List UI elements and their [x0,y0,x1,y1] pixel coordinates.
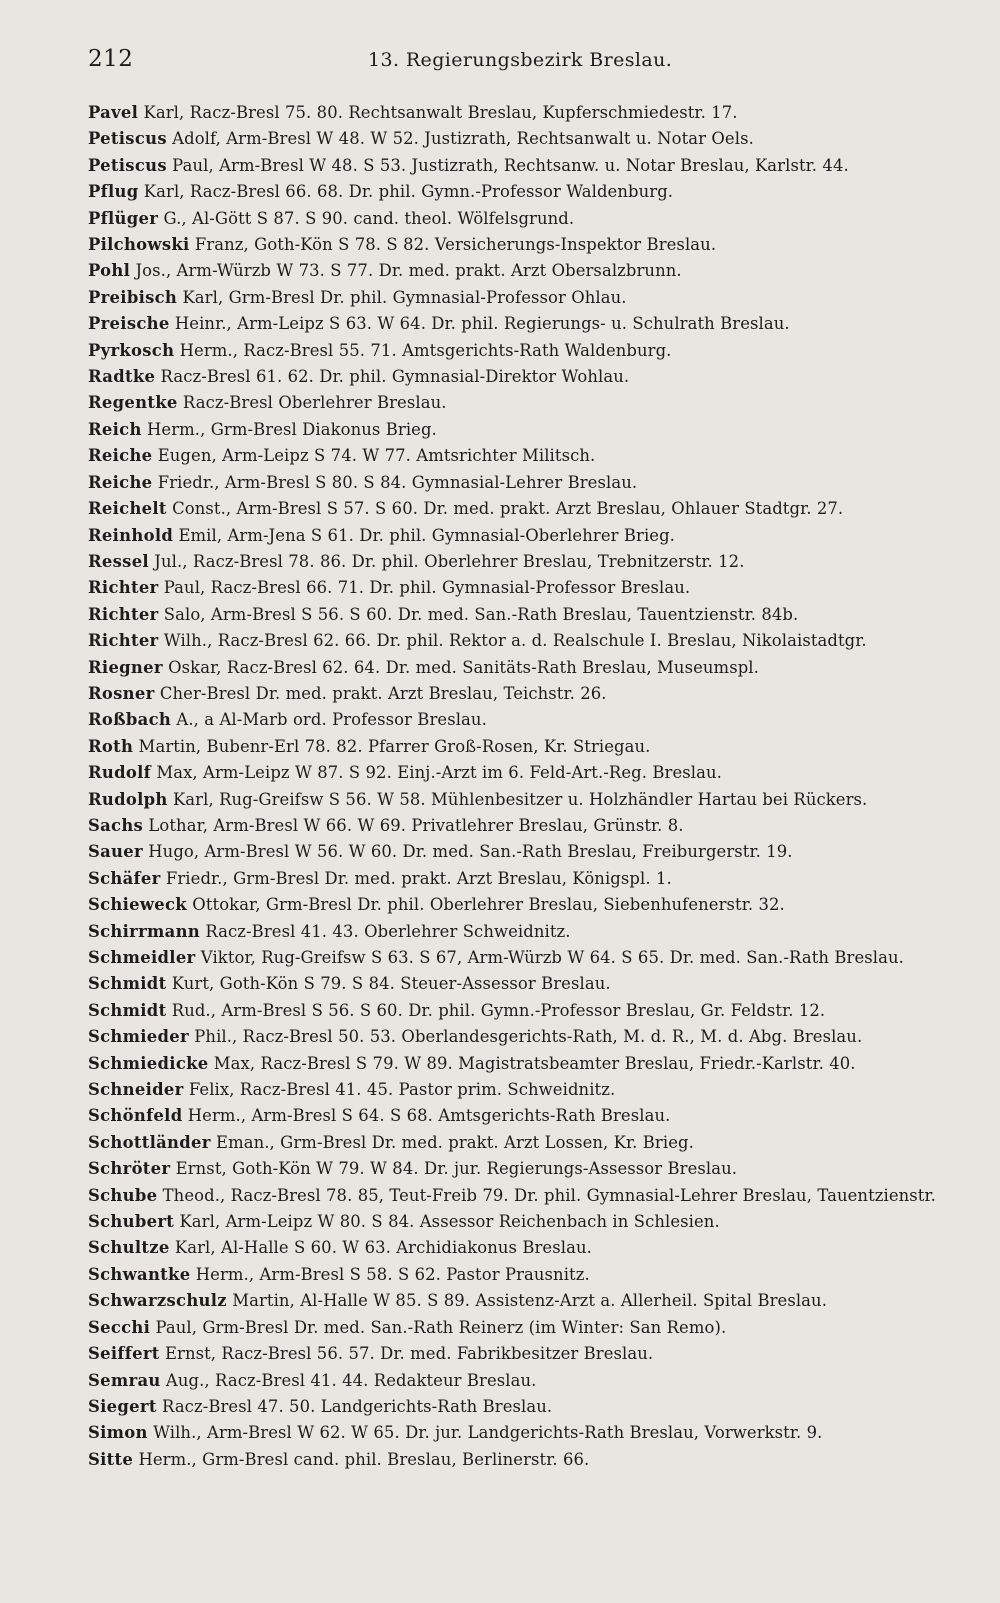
entry-details: Max, Arm-Leipz W 87. S 92. Einj.-Arzt im 6. Feld-Art.-Reg. Breslau. [151,763,722,783]
directory-entry [88,892,940,918]
entry-details: Eugen, Arm-Leipz S 74. W 77. Amtsrichter Militsch. [152,446,596,466]
directory-entry [88,681,940,707]
entry-details: Herm., Racz-Bresl 55. 71. Amtsgerichts-Rath Waldenburg. [174,340,672,360]
directory-entries [88,100,940,1473]
entry-surname: Rudolph [88,789,168,809]
entry-details: Karl, Grm-Bresl Dr. phil. Gymnasial-Professor Ohlau. [177,287,627,307]
directory-entry [88,338,940,364]
entry-surname: Preibisch [88,287,178,307]
directory-entry [88,443,940,469]
entry-details: Karl, Racz-Bresl 75. 80. Rechtsanwalt Breslau, Kupferschmiedestr. 17. [138,103,738,122]
directory-entry [88,100,940,126]
entry-surname: Schwantke [88,1264,191,1284]
directory-entry [88,575,940,601]
directory-entry [88,1209,940,1235]
directory-entry [88,1315,940,1341]
entry-details: Racz-Bresl 61. 62. Dr. phil. Gymnasial-Direktor Wohlau. [155,367,630,387]
directory-entry [88,153,940,179]
entry-surname: Richter [88,578,159,598]
directory-entry [88,496,940,522]
directory-entry [88,945,940,971]
directory-entry [88,919,940,945]
entry-details: Ernst, Racz-Bresl 56. 57. Dr. med. Fabrikbesitzer Breslau. [159,1344,654,1364]
directory-entry [88,1368,940,1394]
entry-surname: Roßbach [88,710,172,730]
page-number: 212 [88,46,134,72]
entry-details: Max, Racz-Bresl S 79. W 89. Magistratsbeamter Breslau, Friedr.-Karlstr. 40. [208,1053,856,1073]
entry-surname: Schröter [88,1159,171,1179]
entry-details: Oskar, Racz-Bresl 62. 64. Dr. med. Sanitäts-Rath Breslau, Museumspl. [162,657,759,677]
entry-surname: Schneider [88,1080,184,1100]
directory-entry [88,1130,940,1156]
directory-entry [88,470,940,496]
entry-surname: Secchi [88,1317,151,1337]
directory-entry [88,1420,940,1446]
directory-entry [88,126,940,152]
entry-details: Herm., Arm-Bresl S 58. S 62. Pastor Prausnitz. [190,1264,590,1284]
entry-surname: Simon [88,1423,148,1443]
entry-surname: Schmeidler [88,948,196,967]
entry-details: Const., Arm-Bresl S 57. S 60. Dr. med. prakt. Arzt Breslau, Ohlauer Stadtgr. 27. [166,499,844,519]
directory-entry [88,998,940,1024]
entry-details: Cher-Bresl Dr. med. prakt. Arzt Breslau, Teichstr. 26. [154,683,607,703]
entry-details: Karl, Al-Halle S 60. W 63. Archidiakonus Breslau. [169,1238,592,1258]
entry-surname: Pflüger [88,208,159,228]
directory-entry [88,1183,940,1209]
entry-details: Herm., Grm-Bresl Diakonus Brieg. [141,419,437,439]
entry-surname: Petiscus [88,155,167,175]
directory-entry [88,1024,940,1050]
directory-entry [88,839,940,865]
directory-entry [88,285,940,311]
entry-details: Kurt, Goth-Kön S 79. S 84. Steuer-Assessor Breslau. [166,974,611,994]
directory-entry [88,628,940,654]
entry-surname: Pavel [88,103,139,122]
entry-details: Lothar, Arm-Bresl W 66. W 69. Privatlehrer Breslau, Grünstr. 8. [143,815,684,835]
entry-details: Theod., Racz-Bresl 78. 85, Teut-Freib 79. Dr. phil. Gymnasial-Lehrer Breslau, Tauentzienstr. [157,1185,936,1205]
entry-surname: Schmieder [88,1027,189,1047]
entry-surname: Pyrkosch [88,340,175,360]
entry-details: Martin, Bubenr-Erl 78. 82. Pfarrer Groß-Rosen, Kr. Striegau. [133,736,651,756]
entry-surname: Schube [88,1185,158,1205]
entry-surname: Petiscus [88,129,167,149]
directory-entry [88,787,940,813]
directory-entry [88,1288,940,1314]
entry-details: Ernst, Goth-Kön W 79. W 84. Dr. jur. Regierungs-Assessor Breslau. [170,1159,738,1179]
entry-details: Rud., Arm-Bresl S 56. S 60. Dr. phil. Gymn.-Professor Breslau, Gr. Feldstr. 12. [166,1000,826,1020]
directory-entry [88,390,940,416]
entry-details: Martin, Al-Halle W 85. S 89. Assistenz-Arzt a. Allerheil. Spital Breslau. [226,1291,828,1311]
entry-details: Karl, Racz-Bresl 66. 68. Dr. phil. Gymn.-Professor Waldenburg. [138,182,674,202]
entry-surname: Schmidt [88,1000,167,1020]
entry-surname: Regentke [88,393,178,413]
directory-entry [88,311,940,337]
directory-entry [88,1394,940,1420]
directory-entry [88,1262,940,1288]
entry-surname: Ressel [88,551,149,571]
directory-entry [88,1341,940,1367]
entry-surname: Siegert [88,1396,157,1416]
directory-entry [88,813,940,839]
entry-surname: Schieweck [88,895,187,915]
entry-details: Friedr., Arm-Bresl S 80. S 84. Gymnasial-Lehrer Breslau. [152,472,638,492]
page-header [88,46,940,86]
directory-entry [88,1103,940,1129]
entry-surname: Pilchowski [88,235,190,255]
entry-details: Eman., Grm-Bresl Dr. med. prakt. Arzt Lossen, Kr. Brieg. [210,1132,694,1152]
entry-details: Herm., Arm-Bresl S 64. S 68. Amtsgerichts-Rath Breslau. [182,1106,671,1126]
directory-entry [88,1051,940,1077]
directory-entry [88,232,940,258]
entry-details: Wilh., Racz-Bresl 62. 66. Dr. phil. Rektor a. d. Realschule I. Breslau, Nikolaistadtgr. [158,631,867,651]
entry-details: Phil., Racz-Bresl 50. 53. Oberlandesgerichts-Rath, M. d. R., M. d. Abg. Breslau. [188,1027,863,1047]
entry-surname: Schäfer [88,868,161,888]
entry-surname: Schultze [88,1238,170,1258]
entry-details: Hugo, Arm-Bresl W 56. W 60. Dr. med. San.-Rath Breslau, Freiburgerstr. 19. [142,842,793,862]
entry-surname: Sachs [88,815,144,835]
directory-entry [88,523,940,549]
entry-surname: Rudolf [88,763,152,783]
entry-details: G., Al-Gött S 87. S 90. cand. theol. Wölfelsgrund. [158,208,575,228]
entry-details: Paul, Arm-Bresl W 48. S 53. Justizrath, Rechtsanw. u. Notar Breslau, Karlstr. 44. [166,155,849,175]
entry-details: Heinr., Arm-Leipz S 63. W 64. Dr. phil. Regierungs- u. Schulrath Breslau. [169,314,790,334]
directory-entry [88,971,940,997]
directory-entry [88,1447,940,1473]
entry-details: Wilh., Arm-Bresl W 62. W 65. Dr. jur. Landgerichts-Rath Breslau, Vorwerkstr. 9. [147,1423,823,1443]
entry-surname: Preische [88,314,170,334]
directory-entry [88,417,940,443]
entry-details: Ottokar, Grm-Bresl Dr. phil. Oberlehrer Breslau, Siebenhufenerstr. 32. [186,895,785,915]
entry-details: Karl, Rug-Greifsw S 56. W 58. Mühlenbesitzer u. Holzhändler Hartau bei Rückers. [167,789,868,809]
entry-details: Friedr., Grm-Bresl Dr. med. prakt. Arzt Breslau, Königspl. 1. [160,868,672,888]
entry-details: Adolf, Arm-Bresl W 48. W 52. Justizrath, Rechtsanwalt u. Notar Oels. [166,129,754,149]
entry-details: Franz, Goth-Kön S 78. S 82. Versicherungs-Inspektor Breslau. [189,235,717,255]
entry-details: Viktor, Rug-Greifsw S 63. S 67, Arm-Würzb W 64. S 65. Dr. med. San.-Rath Breslau. [195,948,904,967]
entry-surname: Pflug [88,182,139,202]
entry-surname: Schönfeld [88,1106,183,1126]
directory-entry [88,1156,940,1182]
directory-entry [88,206,940,232]
entry-surname: Schwarzschulz [88,1291,227,1311]
entry-surname: Reinhold [88,525,174,545]
entry-surname: Riegner [88,657,163,677]
entry-surname: Schmiedicke [88,1053,209,1073]
directory-entry [88,760,940,786]
entry-surname: Schottländer [88,1132,211,1152]
entry-details: Jul., Racz-Bresl 78. 86. Dr. phil. Oberlehrer Breslau, Trebnitzerstr. 12. [148,551,745,571]
entry-details: Paul, Racz-Bresl 66. 71. Dr. phil. Gymnasial-Professor Breslau. [158,578,691,598]
entry-surname: Sitte [88,1449,134,1469]
directory-entry [88,734,940,760]
entry-details: Emil, Arm-Jena S 61. Dr. phil. Gymnasial-Oberlehrer Brieg. [173,525,675,545]
directory-entry [88,655,940,681]
entry-details: Jos., Arm-Würzb W 73. S 77. Dr. med. prakt. Arzt Obersalzbrunn. [130,261,682,281]
entry-surname: Radtke [88,367,156,387]
entry-details: A., a Al-Marb ord. Professor Breslau. [171,710,487,730]
entry-details: Aug., Racz-Bresl 41. 44. Redakteur Breslau. [160,1370,537,1390]
entry-surname: Richter [88,631,159,651]
entry-surname: Sauer [88,842,143,862]
directory-entry [88,179,940,205]
entry-details: Karl, Arm-Leipz W 80. S 84. Assessor Reichenbach in Schlesien. [174,1212,720,1232]
directory-entry [88,549,940,575]
entry-details: Racz-Bresl 47. 50. Landgerichts-Rath Breslau. [156,1396,553,1416]
entry-surname: Reichelt [88,499,167,519]
entry-details: Racz-Bresl 41. 43. Oberlehrer Schweidnitz. [200,921,571,941]
directory-entry [88,1235,940,1261]
directory-entry [88,707,940,733]
entry-surname: Reiche [88,472,153,492]
directory-entry [88,1077,940,1103]
entry-surname: Semrau [88,1370,161,1390]
entry-details: Paul, Grm-Bresl Dr. med. San.-Rath Reinerz (im Winter: San Remo). [150,1317,727,1337]
entry-surname: Reich [88,419,142,439]
entry-details: Herm., Grm-Bresl cand. phil. Breslau, Berlinerstr. 66. [133,1449,590,1469]
entry-surname: Roth [88,736,134,756]
entry-surname: Reiche [88,446,153,466]
entry-surname: Rosner [88,683,155,703]
entry-surname: Seiffert [88,1344,160,1364]
directory-entry [88,258,940,284]
running-head: 13. Regierungsbezirk Breslau. [368,49,673,71]
entry-details: Racz-Bresl Oberlehrer Breslau. [177,393,447,413]
entry-details: Felix, Racz-Bresl 41. 45. Pastor prim. Schweidnitz. [183,1080,616,1100]
directory-entry [88,364,940,390]
entry-details: Salo, Arm-Bresl S 56. S 60. Dr. med. San.-Rath Breslau, Tauentzienstr. 84b. [158,604,799,624]
entry-surname: Richter [88,604,159,624]
entry-surname: Schmidt [88,974,167,994]
entry-surname: Schirrmann [88,921,201,941]
directory-entry [88,866,940,892]
directory-entry [88,602,940,628]
entry-surname: Pohl [88,261,131,281]
entry-surname: Schubert [88,1212,175,1232]
